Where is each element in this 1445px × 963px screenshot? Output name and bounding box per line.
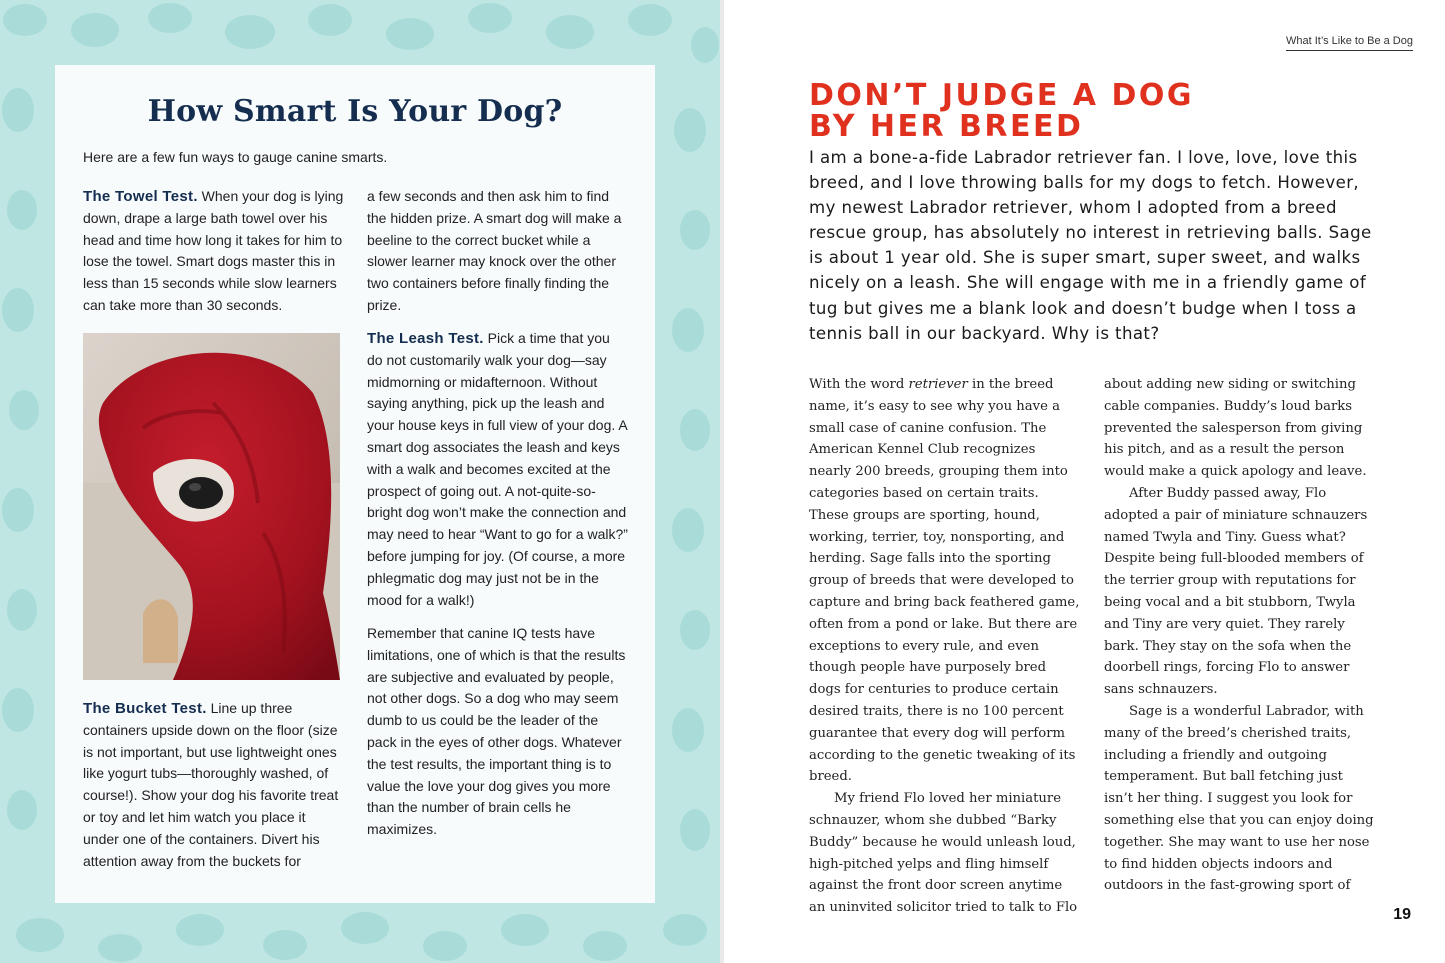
col1-p1-before: With the word [809,377,909,392]
bucket-test-continued [367,186,629,317]
article-title [809,80,1409,142]
towel-test-text: When your dog is lying down, drape a large bath towel over his head and time how long it takes for him to lose the towel. Smart dogs master this in less than 15 seconds while slow learners can take more than 30 seconds. [83,188,344,313]
towel-test-heading: The Towel Test. [83,188,198,205]
article-column-1 [809,374,1081,919]
column-2-paragraph-2: After Buddy passed away, Flo adopted a pair of miniature schnauzers named Twyla and Tiny. Guess what? Despite being full-blooded members of the terrier group with reputations for being vocal and a bit stubborn, Twyla and Tiny are very quiet. They rarely bark. They stay on the sofa when the doorbell rings, forcing Flo to answer sans schnauzers. [1104,485,1368,698]
leash-test-paragraph [367,328,629,611]
column-2-paragraph-1: about adding new siding or switching cable companies. Buddy’s loud barks prevented the salesperson from giving his pitch, and as a result the person would make a quick apology and leave. [1104,377,1367,480]
leash-test-heading: The Leash Test. [367,330,484,347]
towel-test-paragraph [83,186,345,317]
article-column-2 [1104,374,1376,897]
column-1-paragraph-2: My friend Flo loved her miniature schnauzer, whom she dubbed “Barky Buddy” because he would unleash loud, high-pitched yelps and fling himself against the front door screen anytime an uninvited solicitor tried to talk to Flo [809,791,1078,916]
column-2-paragraph-3: Sage is a wonderful Labrador, with many of the breed’s cherished traits, including a friendly and outgoing temperament. But ball fetching just isn’t her thing. I suggest you look for something else that you can enjoy doing together. She may want to use her nose to find hidden objects indoors and outdoors in the fast-growing sport of [1104,703,1374,894]
dog-under-red-blanket-photo [83,333,340,680]
running-header: What It’s Like to Be a Dog [1286,35,1413,51]
article-title-line-2: BY HER BREED [809,109,1084,144]
bucket-test-paragraph [83,698,345,872]
col1-p1-after: in the breed name, it’s easy to see why you have a small case of canine confusion. The American Kennel Club recognizes nearly 200 breeds, grouping them into categories based on certain traits. These groups are sporting, hound, working, terrier, toy, nonsporting, and herding. Sage falls into the sporting group of breeds that were developed to capture and bring back feathered game, often from a pond or lake. But there are exceptions to every rule, and even though people have purposely bred dogs for centuries to produce certain desired traits, there is no 100 percent guarantee that every dog will perform according to the genetic tweaking of its breed. [809,377,1080,785]
article-title-line-1: DON’T JUDGE A DOG [809,78,1194,113]
closing-paragraph [367,623,629,841]
sidebar-intro: Here are a few fun ways to gauge canine smarts. [83,149,388,165]
col1-p1-italic: retriever [908,377,968,392]
bucket-test-heading: The Bucket Test. [83,700,207,717]
column-1-paragraph-1 [809,374,1081,788]
sidebar-title: How Smart Is Your Dog? [147,94,563,129]
article-lede: I am a bone-a-fide Labrador retriever fan. I love, love, love this breed, and I love throwing balls for my dogs to fetch. However, my newest Labrador retriever, whom I adopted from a breed rescue group, has absolutely no interest in retrieving balls. Sage is about 1 year old. She is super smart, super sweet, and walks nicely on a leash. She will engage with me in a friendly game of tug but gives me a blank look and doesn’t budge when I toss a tennis ball in our backyard. Why is that? [809,148,1372,343]
closing-text: Remember that canine IQ tests have limitations, one of which is that the results are subjective and evaluated by people, not other dogs. So a dog who may seem dumb to us could be the leader of the pack in the eyes of other dogs. Whatever the test results, the important thing is to value the love your dog gives you more than the number of brain cells he maximizes. [367,625,626,838]
page-number: 19 [1393,906,1411,923]
leash-test-text: Pick a time that you do not customarily walk your dog—say midmorning or midafternoon. Without saying anything, pick up the leash and your house keys in full view of your dog. A smart dog associates the leash and keys with a walk and becomes excited at the prospect of going out. A not-quite-so-bright dog won’t make the connection and may need to hear “Want to go for a walk?” before jumping for joy. (Of course, a more phlegmatic dog may just not be in the mood for a walk!) [367,330,628,608]
bucket-test-continued-text: a few seconds and then ask him to find the hidden prize. A smart dog will make a beeline to the correct bucket while a slower learner may knock over the other two containers before finally finding the prize. [367,188,622,313]
bucket-test-text: Line up three containers upside down on the floor (size is not important, but use lightweight ones like yogurt tubs—thoroughly washed, of course!). Show your dog his favorite treat or toy and let him watch you place it under one of the containers. Divert his attention away from the buckets for [83,700,339,869]
